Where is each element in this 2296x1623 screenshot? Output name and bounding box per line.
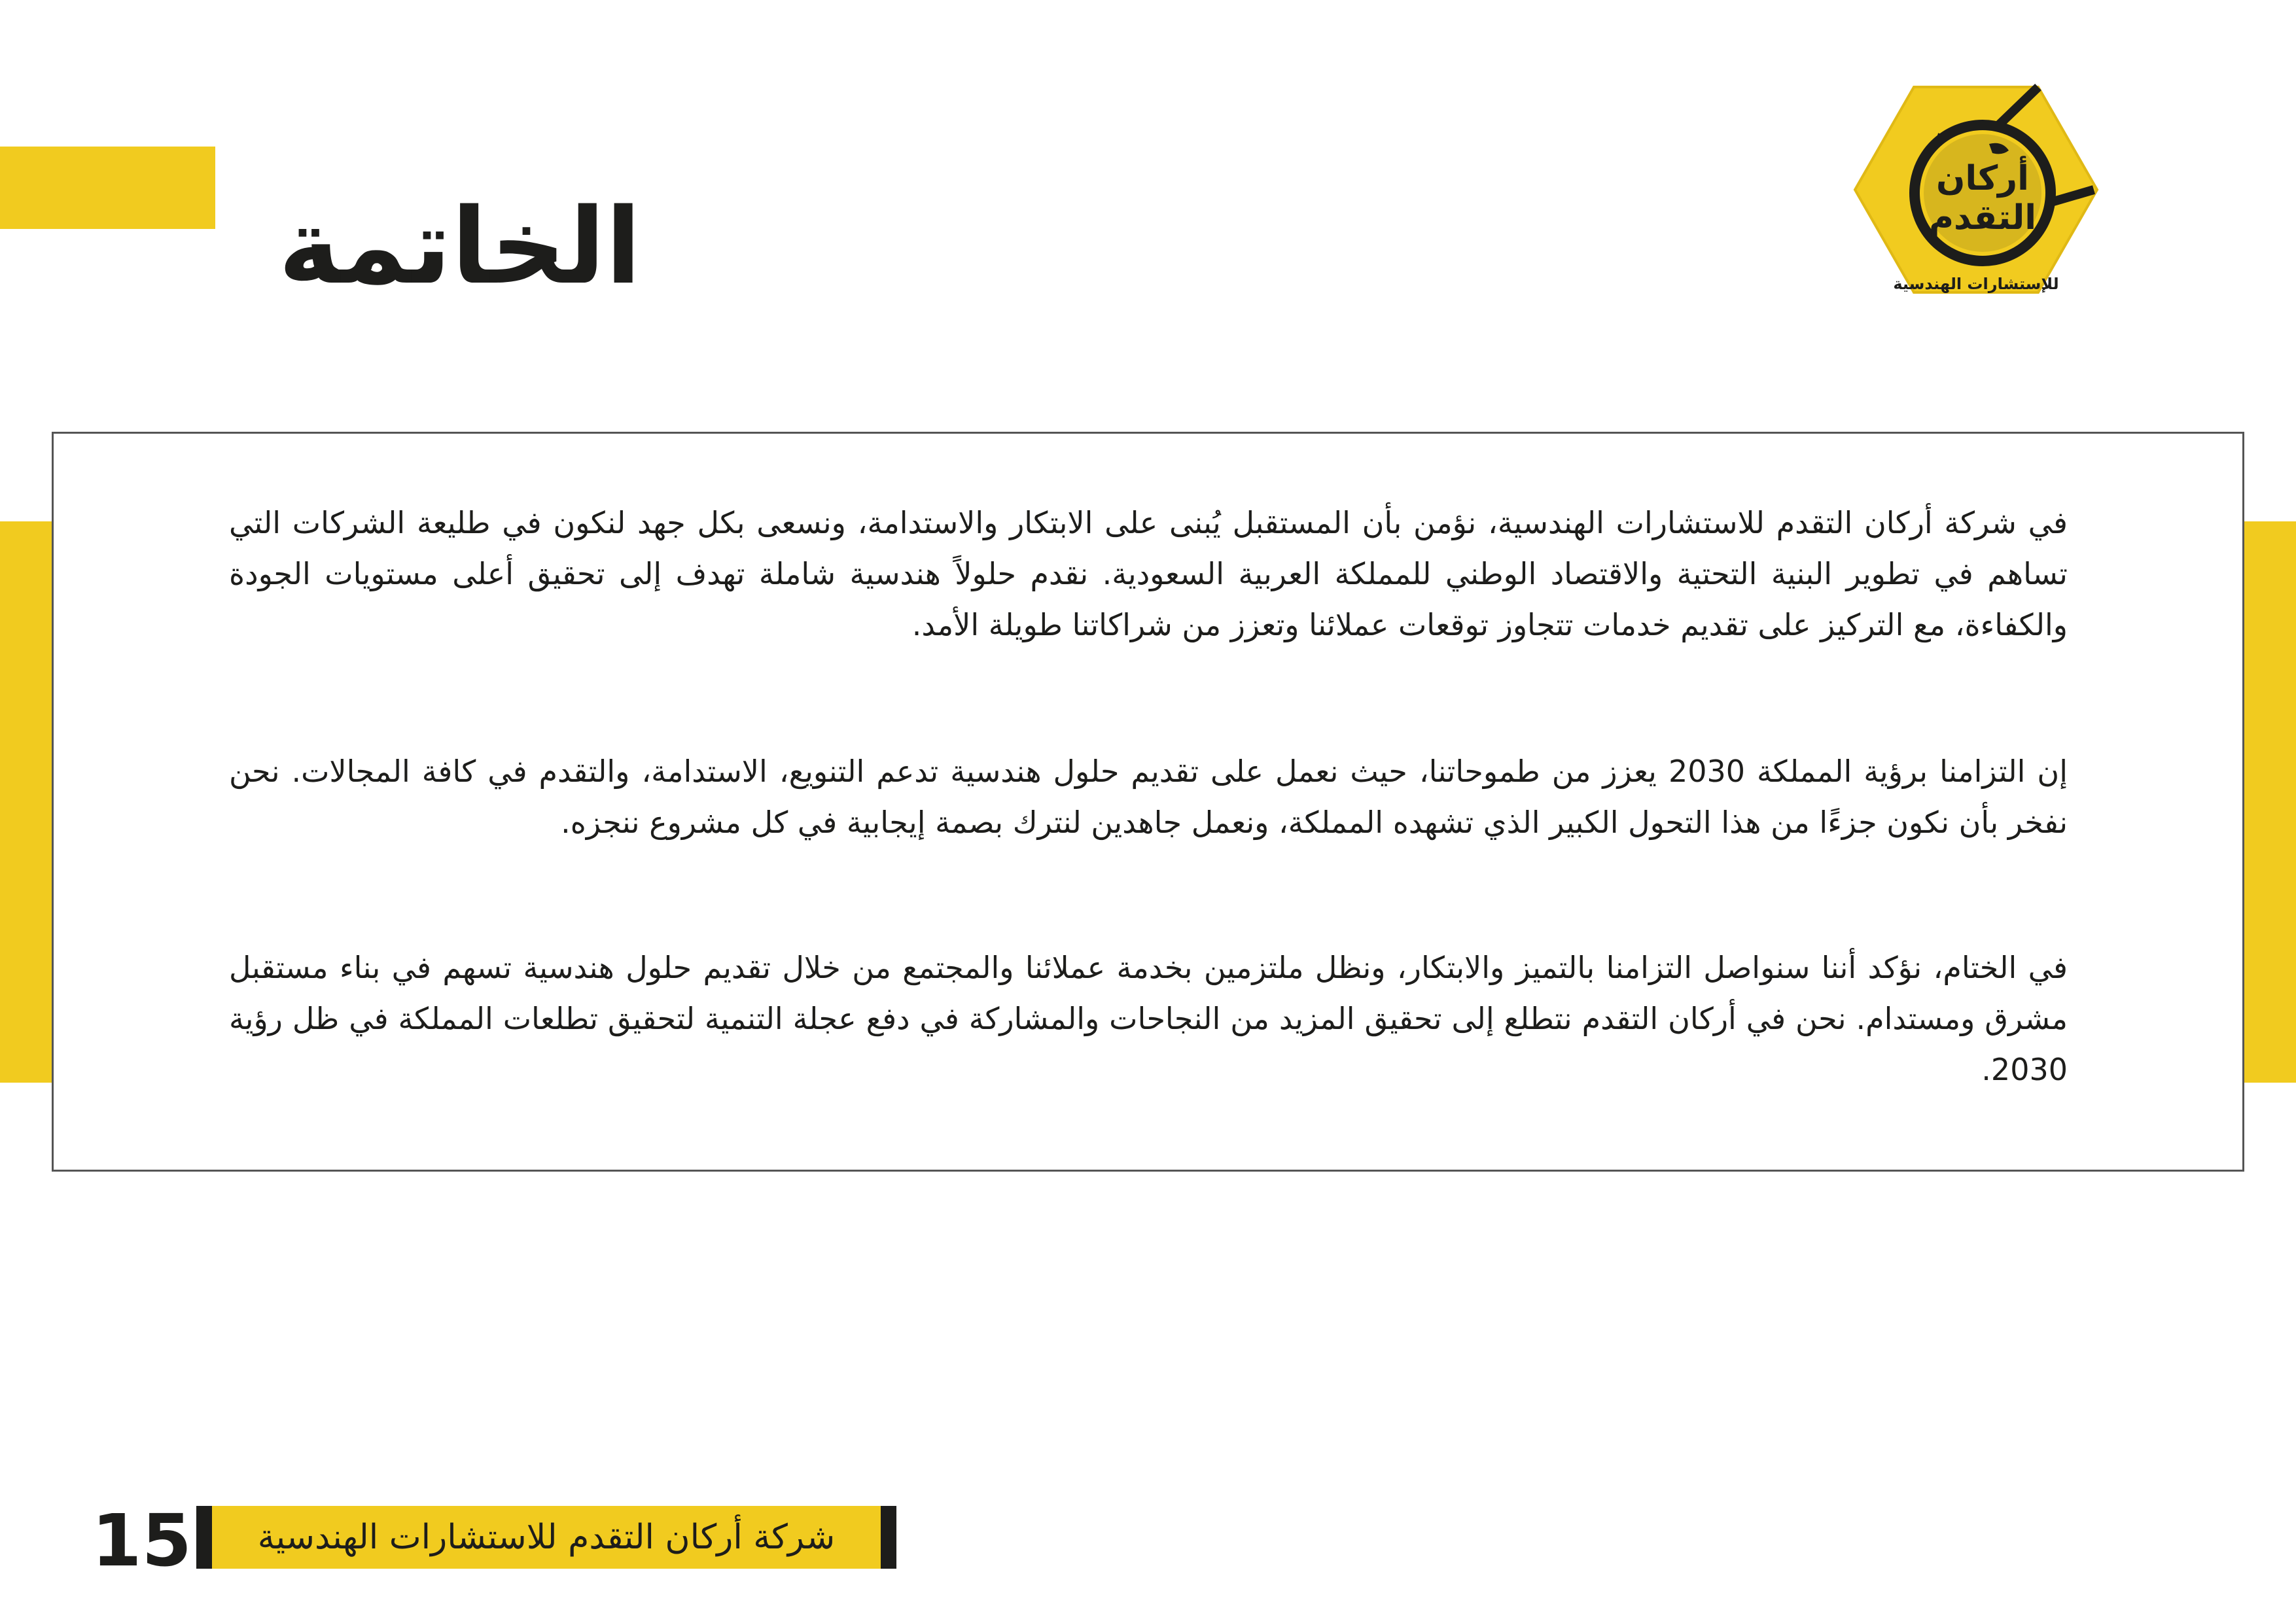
- paragraph-vision-2030: إن التزامنا برؤية المملكة 2030 يعزز من طموحاتنا، حيث نعمل على تقديم حلول هندسية تدعم التنويع، الاستدامة، والتقدم في كافة المجالات. نحن نفخر بأن نكون جزءًا من هذا التحول الكبير الذي تشهده المملكة، ونعمل جاهدين لنترك بصمة إيجابية في كل مشروع ننجزه.: [229, 754, 2068, 840]
- logo-name-line-1: أركان: [1936, 159, 2029, 198]
- page-number: 15: [92, 1499, 192, 1582]
- paragraph-closing: في الختام، نؤكد أننا سنواصل التزامنا بالتميز والابتكار، ونظل ملتزمين بخدمة عملائنا والمجتمع من خلال تقديم حلول هندسية تسهم في بناء مستقبل مشرق ومستدام. نحن في أركان التقدم نتطلع إلى تحقيق المزيد من النجاحات والمشاركة في دفع عجلة التنمية لتحقيق تطلعات المملكة في ظل رؤية 2030.: [229, 950, 2068, 1087]
- footer-company-bar: [196, 1506, 896, 1569]
- paragraph-intro: في شركة أركان التقدم للاستشارات الهندسية، نؤمن بأن المستقبل يُبنى على الابتكار والاستدامة، ونسعى بكل جهد لنكون في طليعة الشركات التي تساهم في تطوير البنية التحتية والاقتصاد الوطني للمملكة العربية السعودية. نقدم حلولاً هندسية شاملة تهدف إلى تحقيق أعلى مستويات الجودة والكفاءة، مع التركيز على تقديم خدمات تتجاوز توقعات عملائنا وتعزز من شراكاتنا طويلة الأمد.: [229, 505, 2068, 642]
- title-accent-bar: [0, 147, 215, 229]
- footer-company-name: شركة أركان التقدم للاستشارات الهندسية: [257, 1518, 836, 1557]
- logo-name-line-2: التقدم: [1928, 198, 2037, 237]
- logo-subtitle: للإستشارات الهندسية: [1893, 275, 2059, 293]
- company-logo: [1852, 82, 2100, 307]
- page-title: الخاتمة: [278, 185, 641, 308]
